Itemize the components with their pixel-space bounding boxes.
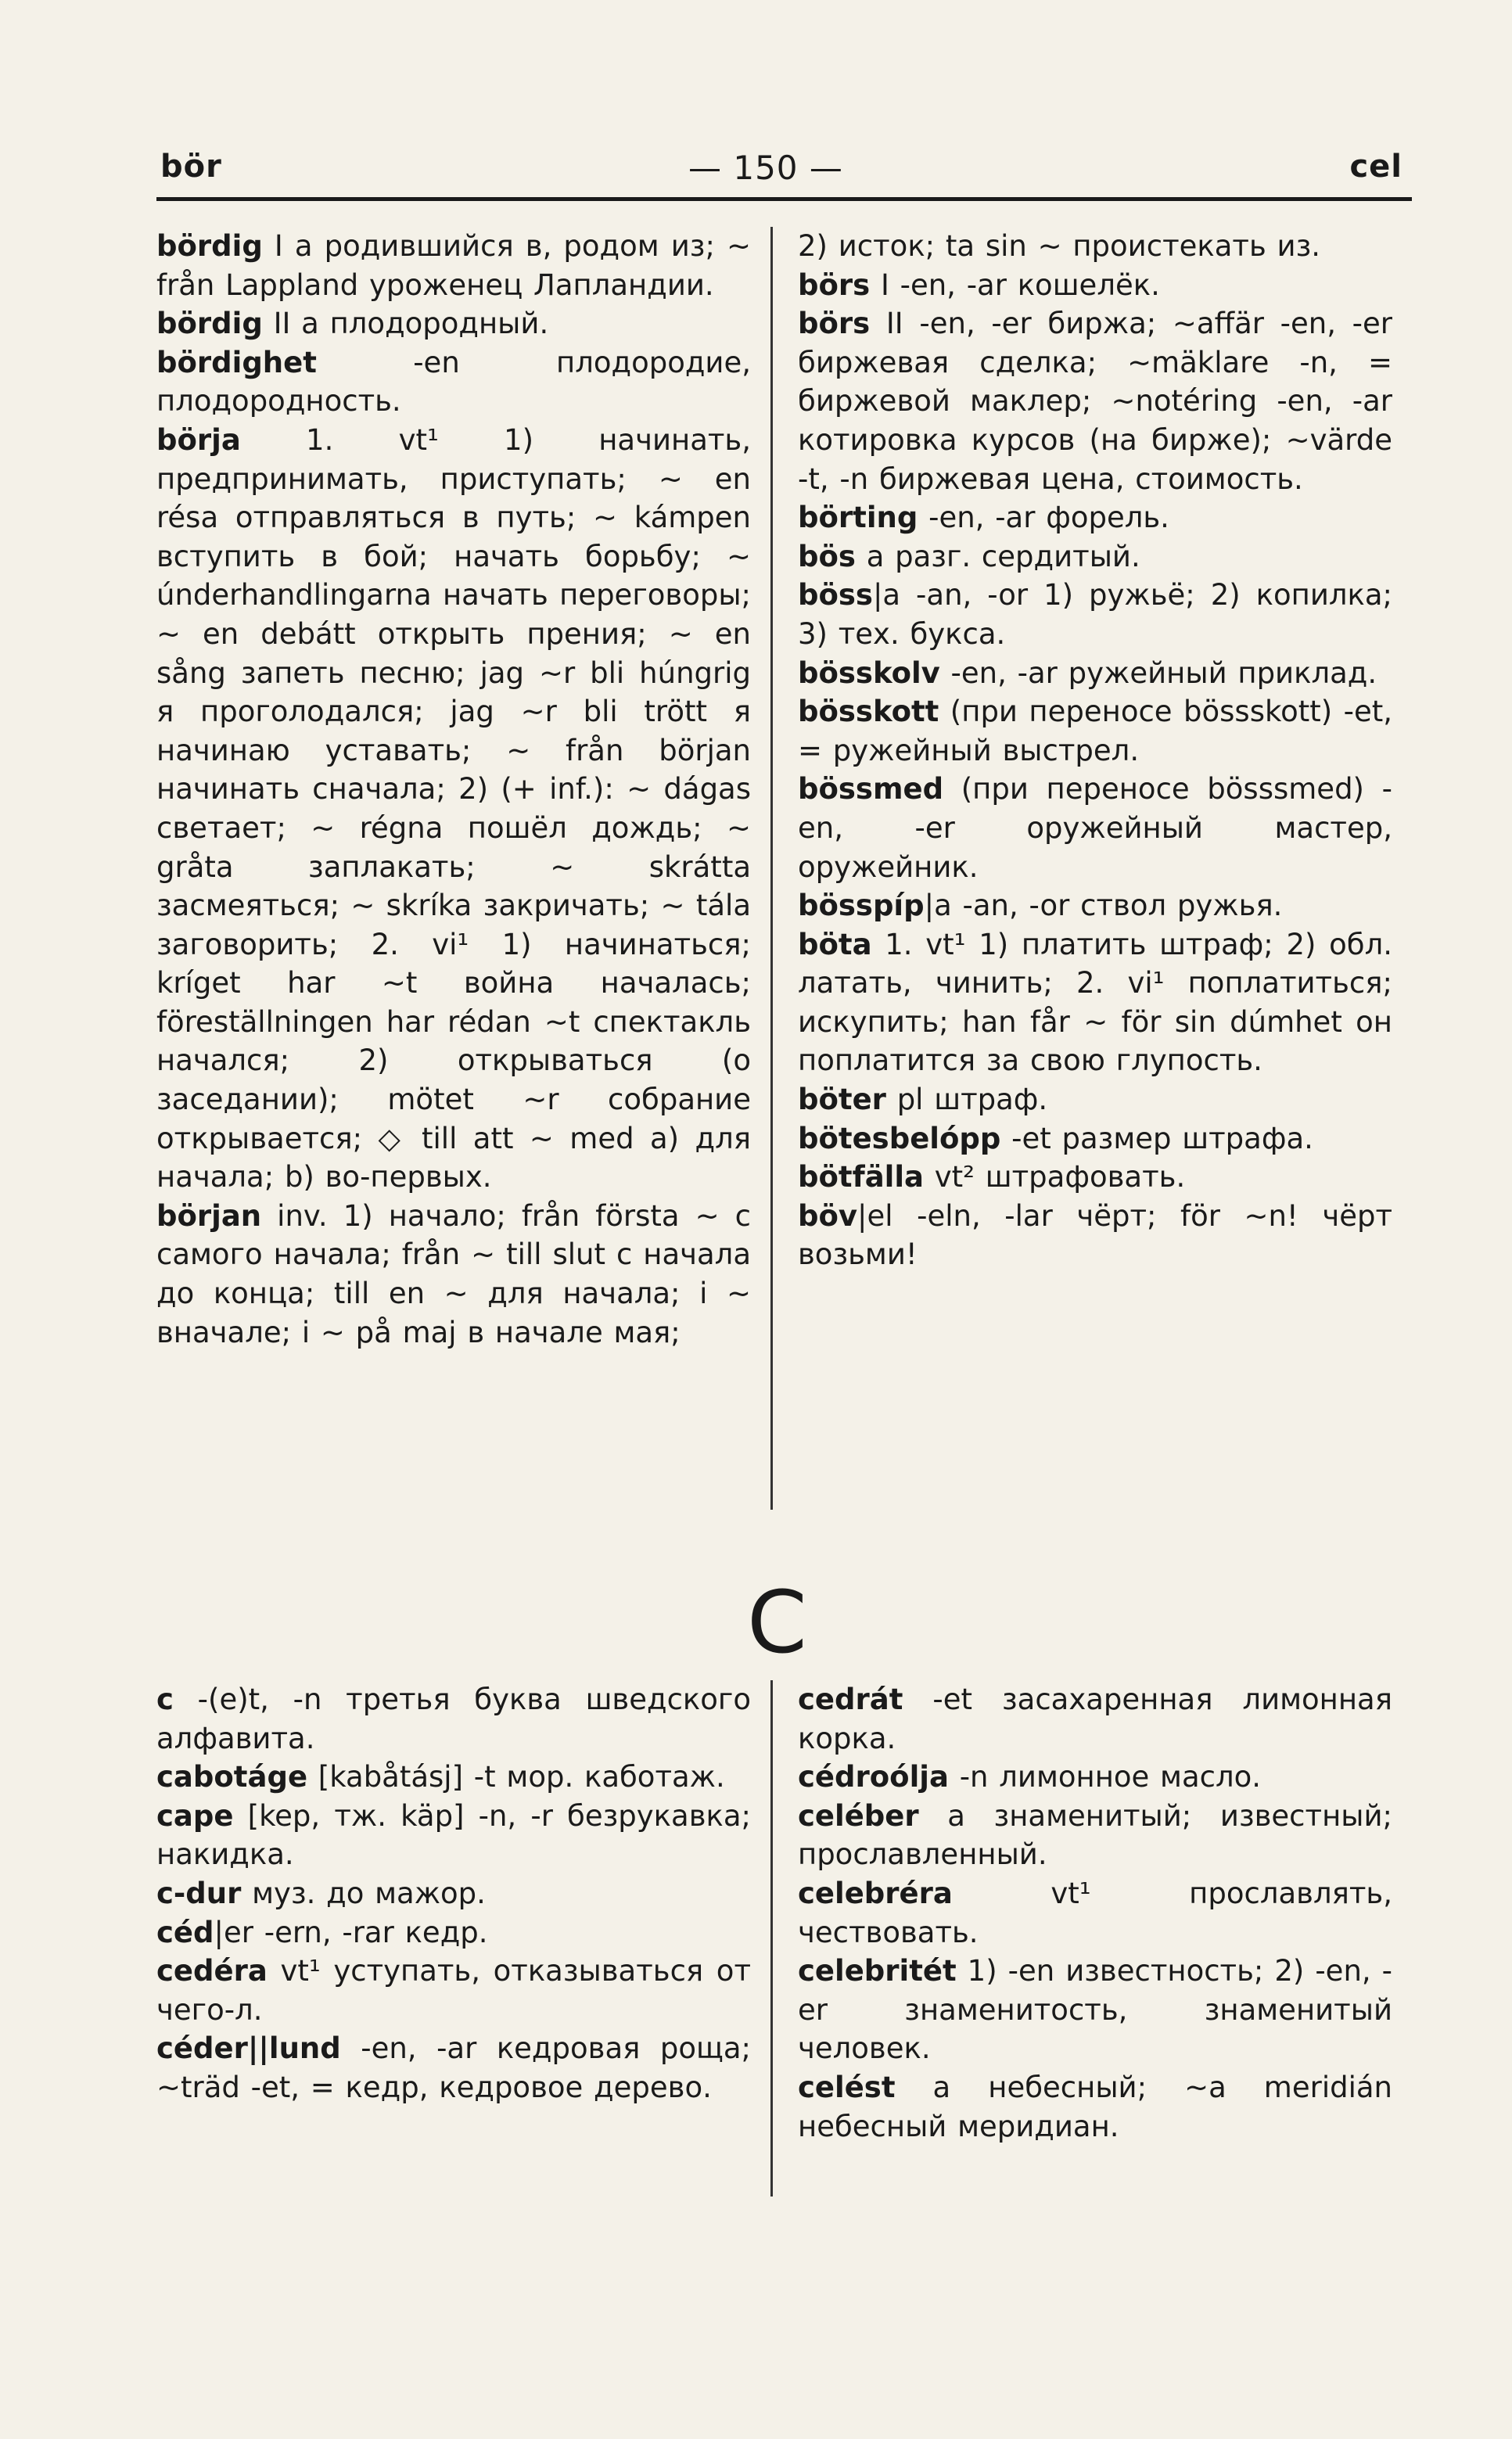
entry-headword: början — [156, 1198, 262, 1233]
dictionary-entry — [798, 770, 1392, 886]
entry-headword: bördighet — [156, 345, 317, 379]
dictionary-entry — [156, 421, 751, 1197]
entry-definition: vt² штрафовать. — [924, 1160, 1186, 1194]
section-letter: C — [747, 1572, 807, 1672]
dictionary-entry — [798, 1119, 1392, 1158]
dictionary-entry — [798, 1874, 1392, 1952]
dictionary-entry — [798, 1952, 1392, 2068]
dictionary-entry — [156, 304, 751, 343]
entry-headword: cedrát — [798, 1683, 903, 1716]
entry-headword: böss — [798, 578, 873, 612]
dictionary-entry — [798, 227, 1392, 266]
entry-definition: vt¹ уступать, отказываться от чего-л. — [156, 1954, 751, 2027]
dictionary-entry — [798, 692, 1392, 770]
entry-definition: 2) исток; ta sin ~ проистекать из. — [798, 229, 1321, 263]
entry-headword: bötfälla — [798, 1160, 924, 1194]
dictionary-entry — [798, 1797, 1392, 1874]
entry-headword: cédroólja — [798, 1760, 949, 1794]
dictionary-entry — [798, 1197, 1392, 1274]
entry-headword: céd — [156, 1915, 214, 1949]
column-lower-right — [798, 1680, 1392, 2146]
entry-definition: |a -an, -or 1) ружьё; 2) копилка; 3) тех. букса. — [798, 578, 1392, 651]
entry-definition: (при переносе bössskott) -et, = ружейный выстрел. — [798, 695, 1392, 767]
entry-headword: bördig — [156, 307, 263, 341]
entry-definition: a небесный; ~a meridián небесный меридиан. — [798, 2070, 1392, 2143]
entry-headword: bösspíp — [798, 889, 925, 923]
entry-headword: bördig — [156, 229, 263, 263]
column-divider-bottom — [770, 1680, 773, 2197]
entry-definition: -et засахаренная лимонная корка. — [798, 1683, 1392, 1755]
entry-headword: cabotáge — [156, 1760, 308, 1794]
dictionary-entry — [798, 498, 1392, 537]
dictionary-entry — [798, 304, 1392, 498]
dictionary-entry — [156, 1680, 751, 1758]
entry-headword: cedéra — [156, 1954, 268, 1988]
dictionary-entry — [798, 1680, 1392, 1758]
dictionary-entry — [798, 886, 1392, 925]
entry-definition: I a родившийся в, родом из; ~ från Lappland уроженец Лапландии. — [156, 229, 751, 302]
entry-definition: [kep, тж. käp] -n, -r безрукавка; накидка. — [156, 1798, 751, 1872]
entry-definition: II -en, -er биржа; ~affär -en, -er биржевая сделка; ~mäklare -n, = биржевой маклер; ~notéring -en, -ar котировка курсов (на бирже); ~värde -t, -n биржевая цена, стоимость. — [798, 307, 1392, 496]
entry-definition: 1. vt¹ 1) начинать, предпринимать, приступать; ~ en résa отправляться в путь; ~ kámpen вступить в бой; начать борьбу; ~ únderhandlingarna начать переговоры; ~ en debátt открыть прения; ~ en sång запеть песню; jag ~r bli húngrig я проголодался; jag ~r bli trött я начинаю уставать; ~ från början начинать сначала; 2) (+ inf.): ~ dágas светает; ~ régna пошёл дождь; ~ gråta заплакать; ~ skrátta засмеяться; ~ skríka закричать; ~ tála заговорить; 2. vi¹ 1) начинаться; kríget har ~t война началась; föreställningen har rédan ~t спектакль начался; 2) открываться (о заседании); mötet ~r собрание открывается; ◇ till att ~ med a) для начала; b) во-первых. — [156, 422, 751, 1194]
entry-headword: bös — [798, 539, 856, 573]
entry-headword: c-dur — [156, 1876, 242, 1910]
entry-headword: céder||lund — [156, 2031, 341, 2066]
dictionary-entry — [798, 654, 1392, 693]
entry-definition: 1. vt¹ 1) платить штраф; 2) обл. латать, чинить; 2. vi¹ поплатиться; искупить; han får ~ för sin dúmhet он поплатится за свою глупость. — [798, 927, 1392, 1078]
entry-definition: II a плодородный. — [262, 307, 549, 341]
dictionary-entry — [798, 266, 1392, 305]
page-number: — 150 — — [688, 149, 843, 187]
entry-definition: a знаменитый; известный; прославленный. — [798, 1798, 1392, 1872]
entry-headword: celést — [798, 2070, 896, 2104]
entry-definition: pl штраф. — [885, 1083, 1048, 1117]
entry-definition: |el -eln, -lar чёрт; för ~n! чёрт возьми! — [798, 1198, 1392, 1272]
dictionary-entry — [156, 1913, 751, 1952]
entry-headword: bösskott — [798, 695, 939, 729]
dictionary-entry — [798, 925, 1392, 1080]
dictionary-entry — [798, 576, 1392, 653]
entry-definition: -en, -ar форель. — [918, 501, 1169, 535]
entry-definition: I -en, -ar кошелёк. — [870, 268, 1160, 302]
entry-definition: -(e)t, -n третья буква шведского алфавита. — [156, 1683, 751, 1755]
entry-headword: c — [156, 1683, 174, 1716]
dictionary-entry — [156, 1197, 751, 1352]
entry-definition: -en, -ar кедровая роща; ~träd -et, = кедр, кедровое дерево. — [156, 2031, 751, 2104]
entry-headword: börs — [798, 268, 871, 302]
column-lower-left — [156, 1680, 751, 2107]
header-left-word: bör — [160, 149, 222, 185]
dictionary-entry — [798, 1080, 1392, 1119]
column-upper-left — [156, 227, 751, 1352]
dictionary-entry — [798, 1758, 1392, 1797]
dictionary-entry — [156, 1797, 751, 1874]
entry-definition: inv. 1) начало; från första ~ с самого начала; från ~ till slut с начала до конца; till en ~ для начала; i ~ вначале; i ~ på maj в начале мая; — [156, 1198, 751, 1349]
dictionary-entry — [798, 1158, 1392, 1197]
entry-definition: a разг. сердитый. — [855, 539, 1140, 573]
dictionary-entry — [156, 1874, 751, 1913]
entry-definition: муз. до мажор. — [241, 1876, 486, 1910]
entry-definition: -et размер штрафа. — [1000, 1121, 1313, 1155]
entry-definition: |er -ern, -rar кедр. — [214, 1915, 488, 1949]
entry-headword: börs — [798, 307, 871, 341]
entry-definition: vt¹ прославлять, чествовать. — [798, 1876, 1392, 1949]
dictionary-entry — [156, 343, 751, 421]
dictionary-entry — [156, 227, 751, 304]
dictionary-entry — [156, 2029, 751, 2107]
dictionary-entry — [798, 537, 1392, 577]
entry-headword: bösskolv — [798, 656, 940, 690]
entry-headword: bössmed — [798, 772, 944, 806]
entry-headword: cape — [156, 1798, 234, 1833]
entry-definition: |a -an, -or ствол ружья. — [924, 889, 1283, 923]
header-right-word: cel — [1349, 149, 1402, 185]
column-upper-right — [798, 227, 1392, 1274]
entry-headword: celéber — [798, 1798, 919, 1833]
entry-headword: börja — [156, 422, 241, 457]
entry-definition: (при переносе bösssmed) -en, -er оружейный мастер, оружейник. — [798, 772, 1392, 884]
entry-headword: börting — [798, 501, 918, 535]
dictionary-entry — [798, 2068, 1392, 2146]
dictionary-entry — [156, 1758, 751, 1797]
entry-headword: celebréra — [798, 1876, 953, 1910]
entry-headword: böta — [798, 927, 872, 961]
dictionary-entry — [156, 1952, 751, 2029]
entry-headword: böter — [798, 1083, 886, 1117]
entry-definition: [kabåtásj] -t мор. каботаж. — [307, 1760, 725, 1794]
entry-definition: -n лимонное масло. — [948, 1760, 1262, 1794]
entry-definition: -en, -ar ружейный приклад. — [939, 656, 1377, 690]
column-divider-top — [770, 227, 773, 1510]
entry-headword: böv — [798, 1198, 858, 1233]
entry-definition: -en плодородие, плодородность. — [156, 345, 751, 418]
entry-headword: bötesbelópp — [798, 1121, 1001, 1155]
entry-headword: celebritét — [798, 1954, 957, 1988]
header-rule — [156, 197, 1412, 201]
entry-definition: 1) -en известность; 2) -en, -er знаменитость, знаменитый человек. — [798, 1954, 1392, 2066]
